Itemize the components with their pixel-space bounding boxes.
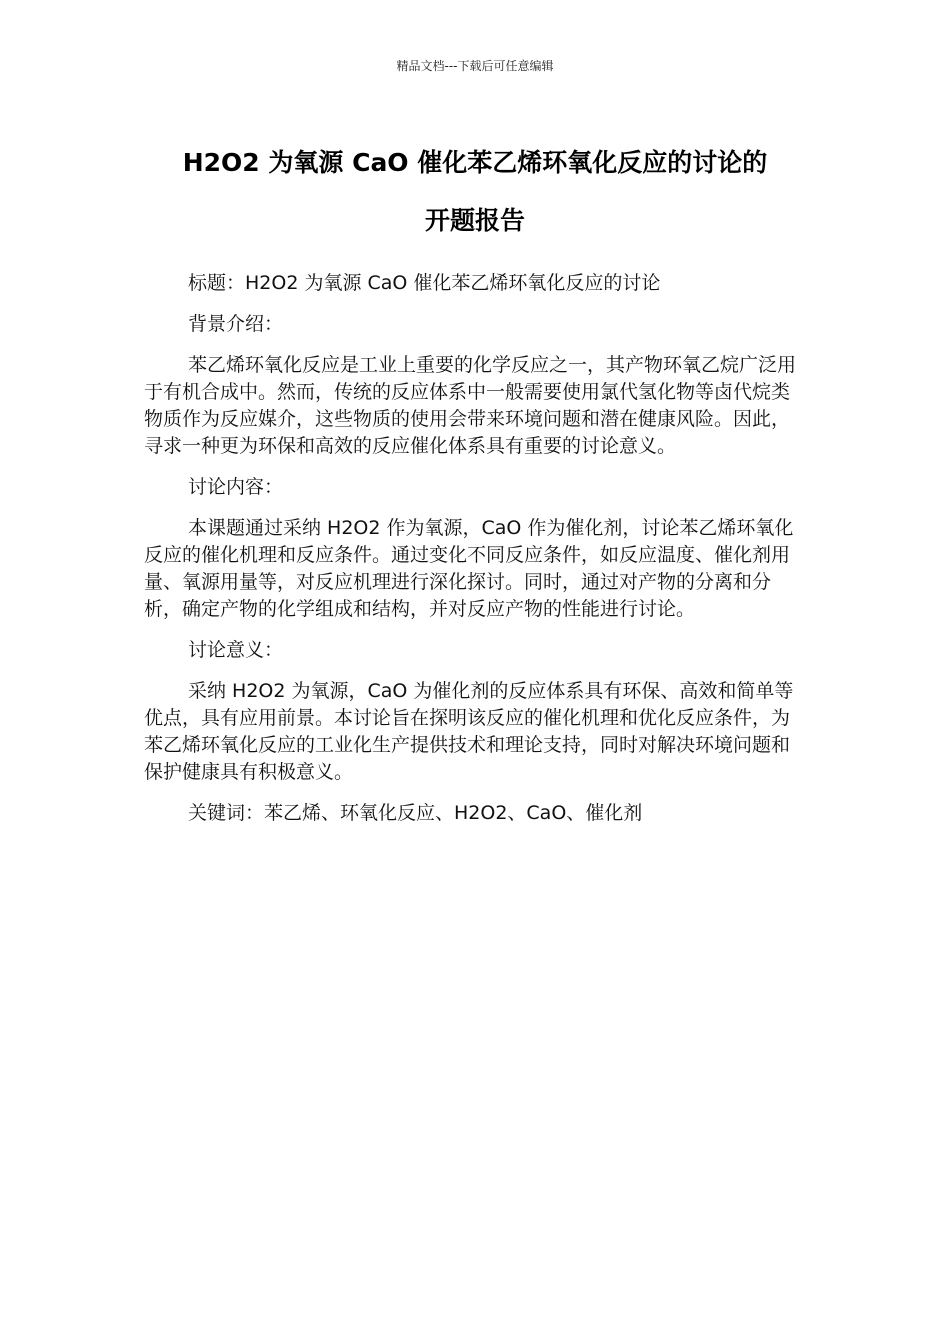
keywords-line: 关键词：苯乙烯、环氧化反应、H2O2、CaO、催化剂 <box>188 802 643 824</box>
subject-line: 标题：H2O2 为氧源 CaO 催化苯乙烯环氧化反应的讨论 <box>188 272 661 294</box>
document-title-line-2: 开题报告 <box>424 206 525 235</box>
background-heading: 背景介绍： <box>188 313 284 335</box>
content-paragraph: 本课题通过采纳 H2O2 作为氧源，CaO 作为催化剂，讨论苯乙烯环氧化反应的催化机理和反应条件。通过变化不同反应条件，如反应温度、催化剂用量、氧源用量等，对反应机理进行深化探讨。同时，通过对产物的分离和分析，确定产物的化学组成和结构，并对反应产物的性能进行讨论。 <box>144 517 794 620</box>
content-heading: 讨论内容： <box>188 476 284 498</box>
document-body <box>144 270 804 841</box>
significance-paragraph: 采纳 H2O2 为氧源，CaO 为催化剂的反应体系具有环保、高效和简单等优点，具有应用前景。本讨论旨在探明该反应的催化机理和优化反应条件，为苯乙烯环氧化反应的工业化生产提供技术和理论支持，同时对解决环境问题和保护健康具有积极意义。 <box>144 680 794 783</box>
significance-heading: 讨论意义： <box>188 639 284 661</box>
document-title-line-1: H2O2 为氧源 CaO 催化苯乙烯环氧化反应的讨论的 <box>182 148 768 177</box>
document-title <box>140 134 810 250</box>
page-header: 精品文档---下载后可任意编辑 <box>396 59 554 73</box>
background-paragraph: 苯乙烯环氧化反应是工业上重要的化学反应之一，其产物环氧乙烷广泛用于有机合成中。然而，传统的反应体系中一般需要使用氯代氢化物等卤代烷类物质作为反应媒介，这些物质的使用会带来环境问题和潜在健康风险。因此，寻求一种更为环保和高效的反应催化体系具有重要的讨论意义。 <box>144 354 797 457</box>
